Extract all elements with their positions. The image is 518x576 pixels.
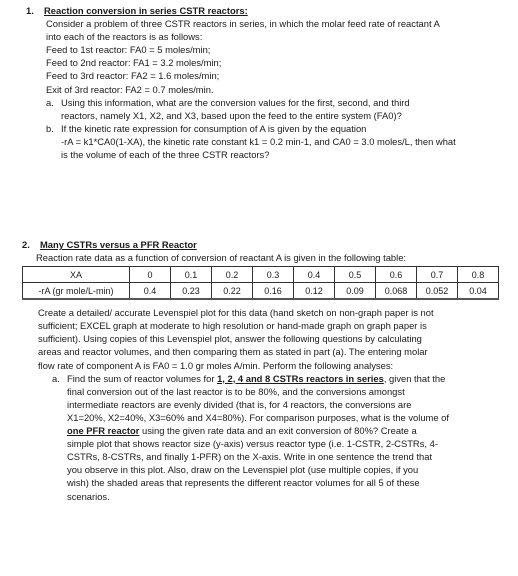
- table-cell: 0.16: [253, 283, 294, 300]
- question-1: [26, 4, 506, 161]
- paragraph-line: Create a detailed/ accurate Levenspiel plot for this data (hand sketch on non-graph paper is not: [38, 307, 434, 319]
- paragraph-line: areas and reactor volumes, and then comparing them as stated in part (a). The entering molar: [38, 346, 428, 358]
- table-cell: 0.068: [376, 283, 417, 300]
- part-a-text: using the given rate data and an exit conversion of 80%? Create a: [139, 425, 417, 437]
- part-a-line: final conversion out of the last reactor is to be 80%, and the conversions amongst: [67, 385, 405, 397]
- table-cell: 0.04: [458, 283, 499, 300]
- table-cell: 0.6: [376, 267, 417, 283]
- feed-line-3: Feed to 3rd reactor: FA2 = 1.6 moles/min;: [46, 70, 220, 82]
- part-a-text: Find the sum of reactor volumes for: [67, 372, 218, 384]
- table-header-xa: XA: [23, 267, 130, 283]
- part-b-line: is the volume of each of the three CSTR reactors?: [61, 149, 270, 161]
- table-row: [23, 267, 499, 283]
- part-a-marker: a.: [52, 372, 60, 384]
- question-2-title: Many CSTRs versus a PFR Reactor: [40, 239, 197, 250]
- part-a-line: [67, 372, 506, 385]
- intro-line: Consider a problem of three CSTR reactors in series, in which the molar feed rate of reactant A: [46, 18, 440, 30]
- question-2: [22, 238, 506, 503]
- part-b-line: If the kinetic rate expression for consumption of A is given by the equation: [61, 122, 367, 134]
- feed-line-2: Feed to 2nd reactor: FA1 = 3.2 moles/min;: [46, 57, 222, 69]
- table-cell: 0.2: [212, 267, 253, 283]
- table-cell: 0.1: [171, 267, 212, 283]
- question-2-part-a: [22, 372, 506, 503]
- part-a-line: you observe in this plot. Also, draw on the Levenspiel plot (use multiple copies, if you: [67, 464, 419, 476]
- table-cell: 0.5: [335, 267, 376, 283]
- question-2-paragraph: [22, 306, 506, 371]
- question-1-body: [26, 17, 506, 96]
- part-a-line: X1=20%, X2=40%, X3=60% and X4=80%). For comparison purposes, what is the volume of: [67, 411, 449, 423]
- part-a-line: [67, 424, 506, 437]
- part-a-text: , given that the: [383, 372, 446, 384]
- table-cell: 0.4: [130, 283, 171, 300]
- table-row: [23, 283, 499, 300]
- table-cell: 0.12: [294, 283, 335, 300]
- paragraph-line: sufficient). Using copies of this Levenspiel plot, answer the following questions by calculating: [38, 333, 422, 345]
- intro-line: into each of the reactors is as follows:: [46, 31, 203, 43]
- table-cell: 0.7: [417, 267, 458, 283]
- paragraph-line: flow rate of component A is FA0 = 1.0 gr moles A/min. Perform the following analyses:: [38, 359, 394, 371]
- part-a-line: simple plot that shows reactor size (y-axis) versus reactor type (i.e. 1-CSTR, 2-CSTRs, 4-: [67, 438, 438, 450]
- part-b-marker: b.: [46, 122, 54, 134]
- rate-data-table: [22, 266, 499, 300]
- question-2-heading: [22, 238, 506, 251]
- cstr-series-emphasis: 1, 2, 4 and 8 CSTRs reactors in series: [217, 372, 384, 384]
- part-a-line: wish) the shaded areas that represents the different reactor volumes for all 5 of these: [67, 477, 420, 489]
- part-a-line: reactors, namely X1, X2, and X3, based upon the feed to the entire system (FA0)?: [61, 109, 402, 121]
- part-a-line: CSTRs, 8-CSTRs, and finally 1-PFR) on the X-axis. Write in one sentence the trend that: [67, 451, 433, 463]
- question-1-part-a: [26, 96, 506, 122]
- paragraph-line: sufficient; EXCEL graph at moderate to high resolution or hand-made graph on graph paper is: [38, 320, 427, 332]
- table-cell: 0.09: [335, 283, 376, 300]
- part-a-marker: a.: [46, 96, 54, 108]
- part-a-line: Using this information, what are the conversion values for the first, second, and third: [61, 96, 410, 108]
- table-cell: 0.4: [294, 267, 335, 283]
- question-1-part-b: [26, 122, 506, 161]
- table-cell: 0.22: [212, 283, 253, 300]
- question-1-heading: [26, 4, 506, 17]
- table-caption: Reaction rate data as a function of conversion of reactant A is given in the following table:: [36, 252, 407, 264]
- table-cell: 0.8: [458, 267, 499, 283]
- table-header-rate: -rA (gr mole/L-min): [23, 283, 130, 300]
- question-1-number: 1.: [26, 5, 34, 16]
- feed-line-1: Feed to 1st reactor: FA0 = 5 moles/min;: [46, 44, 211, 56]
- exit-line: Exit of 3rd reactor: FA2 = 0.7 moles/min.: [46, 83, 214, 95]
- part-a-line: scenarios.: [67, 490, 110, 502]
- question-2-number: 2.: [22, 239, 30, 250]
- table-cell: 0.3: [253, 267, 294, 283]
- part-b-line: -rA = k1*CA0(1-XA), the kinetic rate constant k1 = 0.2 min-1, and CA0 = 3.0 moles/L, then what: [61, 135, 456, 147]
- table-cell: 0.23: [171, 283, 212, 300]
- table-cell: 0.052: [417, 283, 458, 300]
- part-a-line: intermediate reactors are evenly divided (that is, for 4 reactors, the conversions are: [67, 398, 412, 410]
- pfr-emphasis: one PFR reactor: [67, 425, 140, 437]
- question-1-title: Reaction conversion in series CSTR reactors:: [44, 5, 248, 16]
- table-cell: 0: [130, 267, 171, 283]
